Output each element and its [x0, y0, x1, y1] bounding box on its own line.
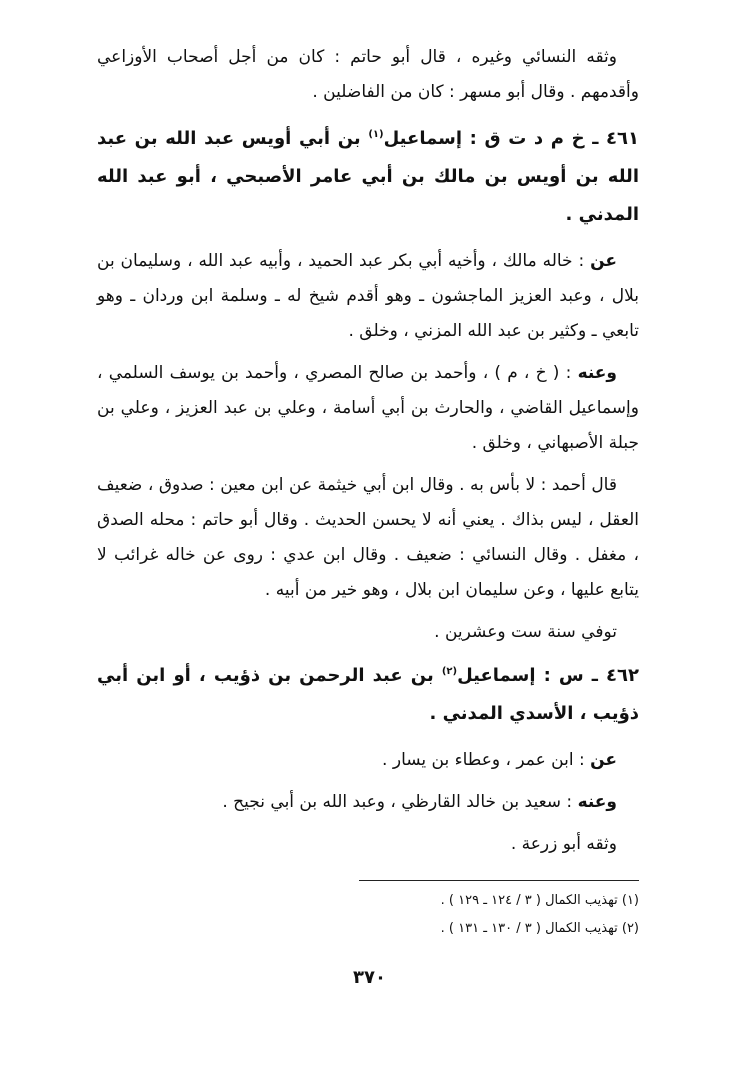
entry-461-heading — [97, 120, 639, 234]
entry-461-heading-prefix: ٤٦١ ـ خ م د ت ق : إسماعيل — [383, 128, 639, 149]
entry-461-heading-rest: بن أبي أويس عبد الله بن عبد الله بن أويس بن مالك بن أبي عامر الأصبحي ، أبو عبد الله المدني . — [97, 128, 639, 225]
entry-462-teachers — [97, 743, 639, 778]
teachers-text: : خاله مالك ، وأخيه أبي بكر عبد الحميد ، وأبيه عبد الله ، وسليمان بن بلال ، وعبد العزيز الماجشون ـ وهو أقدم شيخ له ـ وسلمة ابن وردان ـ وهو تابعي ـ وكثير بن عبد الله المزني ، وخلق . — [97, 251, 639, 341]
continuation-paragraph: وثقه النسائي وغيره ، قال أبو حاتم : كان من أجل أصحاب الأوزاعي وأقدمهم . وقال أبو مسهر : كان من الفاضلين . — [97, 47, 639, 102]
students-label: وعنه — [577, 363, 617, 383]
teachers-text: : ابن عمر ، وعطاء بن يسار . — [382, 750, 591, 770]
entry-462-heading-rest: بن عبد الرحمن بن ذؤيب ، أو ابن أبي ذؤيب ، الأسدي المدني . — [97, 665, 639, 724]
entry-462-heading — [97, 657, 639, 733]
footnote-2: (٢) تهذيب الكمال ( ٣ / ١٣٠ ـ ١٣١ ) . — [440, 921, 639, 936]
footnote-divider — [359, 880, 639, 881]
footnote-ref-2: (٢) — [441, 666, 458, 677]
entry-461-teachers — [97, 244, 639, 349]
entry-461-students — [97, 356, 639, 461]
students-text: : سعيد بن خالد القارظي ، وعبد الله بن أبي نجيح . — [222, 792, 578, 812]
students-text: : ( خ ، م ) ، وأحمد بن صالح المصري ، وأحمد بن يوسف السلمي ، وإسماعيل القاضي ، والحارث بن أبي أسامة ، وعلي بن عبد العزيز ، وعلي بن جبلة الأصبهاني ، وخلق . — [97, 363, 639, 453]
entry-462-assessment: وثقه أبو زرعة . — [510, 834, 617, 854]
entry-462-heading-prefix: ٤٦٢ ـ س : إسماعيل — [457, 665, 639, 686]
teachers-label: عن — [590, 750, 617, 770]
teachers-label: عن — [590, 251, 617, 271]
entry-461-death: توفي سنة ست وعشرين . — [434, 622, 617, 642]
footnote-1: (١) تهذيب الكمال ( ٣ / ١٢٤ ـ ١٢٩ ) . — [440, 893, 639, 908]
students-label: وعنه — [577, 792, 617, 812]
page-number: ٣٧٠ — [353, 967, 386, 988]
footnote-ref-1: (١) — [368, 129, 384, 140]
footnotes — [97, 887, 639, 943]
entry-462-students — [97, 785, 639, 820]
entry-461-assessment: قال أحمد : لا بأس به . وقال ابن أبي خيثمة عن ابن معين : صدوق ، ضعيف العقل ، ليس بذاك . يعني أنه لا يحسن الحديث . وقال أبو حاتم : محله الصدق ، مغفل . وقال النسائي : ضعيف . وقال ابن عدي : روى عن خاله غرائب لا يتابع عليها ، وعن سليمان ابن بلال ، وهو خير من أبيه . — [97, 475, 639, 600]
main-text — [97, 40, 639, 869]
